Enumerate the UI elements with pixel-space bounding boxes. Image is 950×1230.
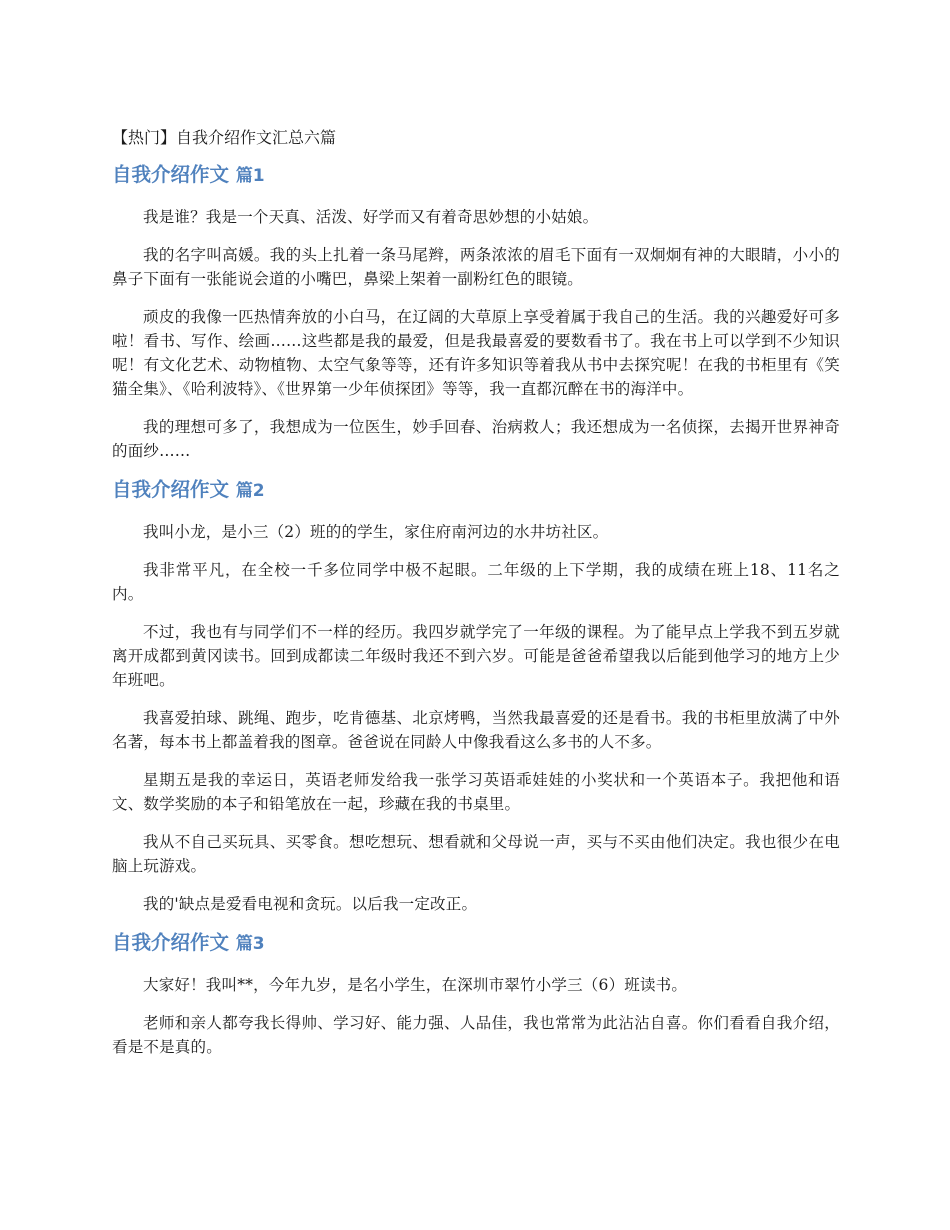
- paragraph: 我是谁？我是一个天真、活泼、好学而又有着奇思妙想的小姑娘。: [143, 208, 599, 226]
- paragraph: 大家好！我叫**，今年九岁，是名小学生，在深圳市翠竹小学三（6）班读书。: [143, 976, 688, 994]
- paragraph: 我的理想可多了，我想成为一位医生，妙手回春、治病救人；我还想成为一名侦探，去揭开世界神奇的面纱……: [112, 418, 840, 460]
- paragraph: 我喜爱拍球、跳绳、跑步，吃肯德基、北京烤鸭，当然我最喜爱的还是看书。我的书柜里放满了中外名著，每本书上都盖着我的图章。爸爸说在同龄人中像我看这么多书的人不多。: [112, 709, 840, 751]
- paragraph: 我从不自己买玩具、买零食。想吃想玩、想看就和父母说一声，买与不买由他们决定。我也很少在电脑上玩游戏。: [112, 833, 840, 875]
- essay-section-2: [112, 477, 840, 916]
- paragraph: 我的名字叫高媛。我的头上扎着一条马尾辫，两条浓浓的眉毛下面有一双炯炯有神的大眼睛，小小的鼻子下面有一张能说会道的小嘴巴，鼻梁上架着一副粉红色的眼镜。: [112, 246, 840, 288]
- paragraph: 不过，我也有与同学们不一样的经历。我四岁就学完了一年级的课程。为了能早点上学我不到五岁就离开成都到黄冈读书。回到成都读二年级时我还不到六岁。可能是爸爸希望我以后能到他学习的地方上少年班吧。: [112, 623, 840, 689]
- section-number: 篇3: [235, 934, 265, 954]
- paragraph: 我的'缺点是爱看电视和贪玩。以后我一定改正。: [143, 895, 478, 913]
- section-heading-2: [112, 477, 840, 504]
- paragraph: 顽皮的我像一匹热情奔放的小白马，在辽阔的大草原上享受着属于我自己的生活。我的兴趣爱好可多啦！看书、写作、绘画……这些都是我的最爱，但是我最喜爱的要数看书了。我在书上可以学到不少知识呢！有文化艺术、动物植物、太空气象等等，还有许多知识等着我从书中去探究呢！在我的书柜里有《笑猫全集》、《哈利波特》、《世界第一少年侦探团》等等，我一直都沉醉在书的海洋中。: [112, 308, 840, 398]
- paragraph: 老师和亲人都夸我长得帅、学习好、能力强、人品佳，我也常常为此沾沾自喜。你们看看自我介绍，看是不是真的。: [112, 1014, 840, 1056]
- essay-section-3: [112, 930, 840, 1059]
- section-number: 篇2: [235, 481, 265, 501]
- section-heading-text: 自我介绍作文: [112, 931, 230, 954]
- paragraph: 我非常平凡，在全校一千多位同学中极不起眼。二年级的上下学期，我的成绩在班上18、11名之内。: [112, 561, 840, 603]
- paragraph: 我叫小龙，是小三（2）班的的学生，家住府南河边的水井坊社区。: [143, 523, 609, 541]
- document-title: 【热门】自我介绍作文汇总六篇: [112, 128, 337, 147]
- paragraph: 星期五是我的幸运日，英语老师发给我一张学习英语乖娃娃的小奖状和一个英语本子。我把他和语文、数学奖励的本子和铅笔放在一起，珍藏在我的书桌里。: [112, 771, 840, 813]
- section-heading-text: 自我介绍作文: [112, 478, 230, 501]
- document-page: [112, 126, 840, 1073]
- section-number: 篇1: [235, 166, 265, 186]
- section-heading-text: 自我介绍作文: [112, 163, 230, 186]
- section-heading-1: [112, 162, 840, 189]
- section-heading-3: [112, 930, 840, 957]
- essay-section-1: [112, 162, 840, 463]
